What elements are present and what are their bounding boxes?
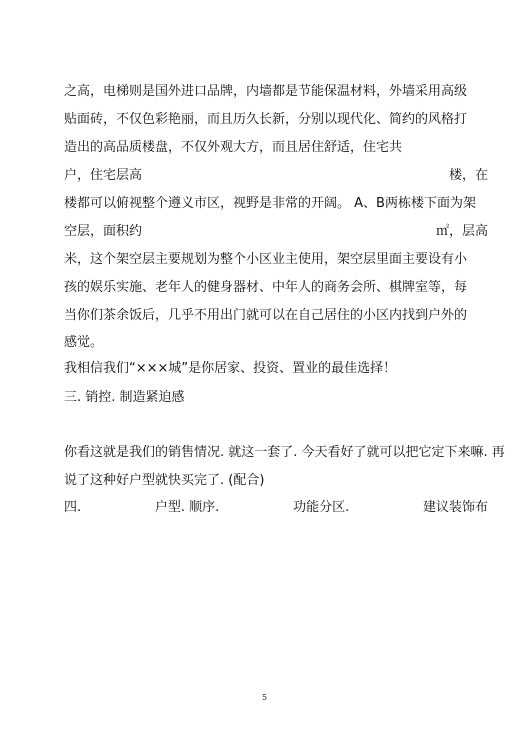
heading-item: 建议装饰布 <box>422 500 488 515</box>
paragraph-line: 说了这种好户型就快买完了. (配合) <box>64 473 265 488</box>
text-segment: 空层，面积约 <box>64 224 143 239</box>
paragraph-line: 感觉。 <box>64 335 104 350</box>
section-number: 四. <box>64 500 82 515</box>
paragraph-line: 之高，电梯则是国外进口品牌，内墙都是节能保温材料，外墙采用高级 <box>64 84 468 99</box>
paragraph-line <box>64 223 488 241</box>
paragraph-line: 米，这个架空层主要规划为整个小区业主使用，架空层里面主要设有小 <box>64 252 468 267</box>
paragraph-line <box>64 167 488 185</box>
section-heading-row <box>64 499 488 517</box>
paragraph-line: 当你们茶余饭后，几乎不用出门就可以在自己居住的小区内找到户外的 <box>64 308 468 323</box>
text-segment: ㎡，层高 <box>435 224 488 239</box>
paragraph-line: 你看这就是我们的销售情况. 就这一套了. 今天看好了就可以把它定下来嘛. 再 <box>64 445 505 460</box>
page-number: 5 <box>261 693 268 702</box>
section-heading: 三. 销控. 制造紧迫感 <box>64 390 185 405</box>
text-segment: 楼，在 <box>448 168 488 183</box>
heading-item: 功能分区. <box>293 500 350 515</box>
paragraph-line: 我相信我们“×××城”是你居家、投资、置业的最佳选择！ <box>64 361 397 376</box>
paragraph-line: 楼都可以俯视整个遵义市区，视野是非常的开阔。 A、B两栋楼下面为架 <box>64 196 476 211</box>
text-segment: 户，住宅层高 <box>64 168 143 183</box>
paragraph-line: 贴面砖，不仅色彩艳丽，而且历久长新，分别以现代化、简约的风格打 <box>64 112 468 127</box>
paragraph-line: 孩的娱乐实施、老年人的健身器材、中年人的商务会所、棋牌室等，每 <box>64 280 468 295</box>
paragraph-line: 造出的高品质楼盘，不仅外观大方，而且居住舒适，住宅共 <box>64 140 403 155</box>
heading-item: 户型. 顺序. <box>154 500 220 515</box>
